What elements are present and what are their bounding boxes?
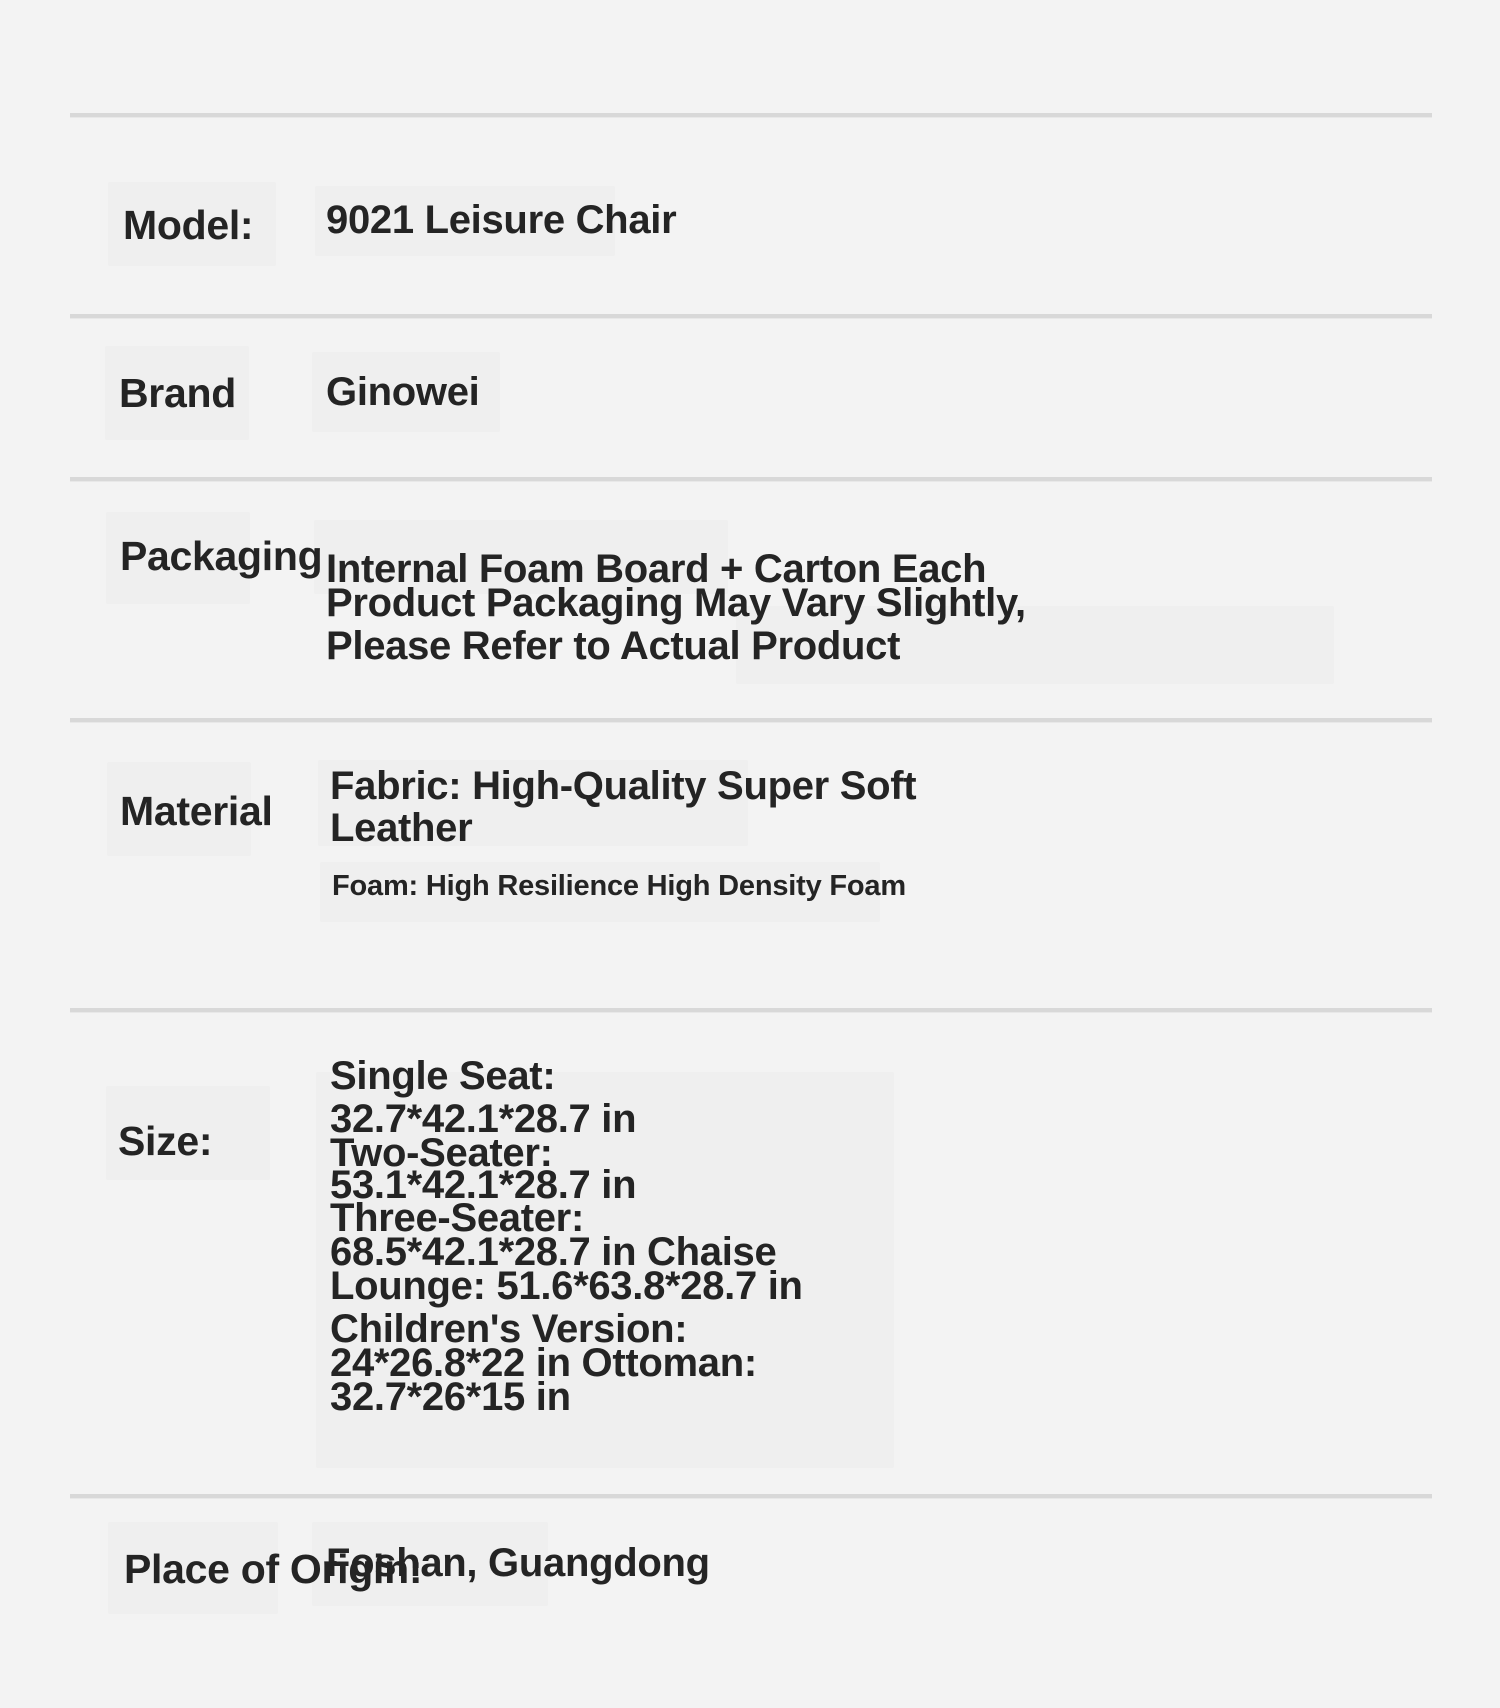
packaging-label: Packaging	[120, 533, 323, 579]
origin-label: Place of Origin:	[124, 1546, 423, 1592]
brand-value: Ginowei	[326, 370, 480, 414]
row-divider	[70, 1494, 1432, 1499]
size-line-5: Three-Seater:	[330, 1196, 584, 1240]
material-label: Material	[120, 788, 273, 834]
packaging-line-2: Product Packaging May Vary Slightly,	[326, 581, 1026, 625]
model-value: 9021 Leisure Chair	[326, 198, 677, 242]
row-divider	[70, 477, 1432, 482]
row-divider	[70, 314, 1432, 319]
size-line-2: 32.7*42.1*28.7 in	[330, 1097, 637, 1141]
size-label: Size:	[118, 1118, 213, 1164]
size-line-4: 53.1*42.1*28.7 in	[330, 1163, 637, 1207]
size-line-7: Lounge: 51.6*63.8*28.7 in	[330, 1264, 803, 1308]
row-divider	[70, 113, 1432, 118]
size-line-1: Single Seat:	[330, 1054, 556, 1098]
row-divider	[70, 1008, 1432, 1013]
material-fabric-line-1: Fabric: High-Quality Super Soft	[330, 764, 917, 808]
model-label: Model:	[123, 202, 254, 248]
material-fabric-line-2: Leather	[330, 806, 473, 850]
row-divider	[70, 718, 1432, 723]
packaging-line-3: Please Refer to Actual Product	[326, 624, 901, 668]
brand-label: Brand	[119, 370, 236, 416]
size-line-9: 24*26.8*22 in Ottoman:	[330, 1341, 757, 1385]
size-line-6: 68.5*42.1*28.7 in Chaise	[330, 1230, 777, 1274]
size-line-8: Children's Version:	[330, 1307, 688, 1351]
origin-value: Foshan, Guangdong	[326, 1541, 710, 1585]
size-line-10: 32.7*26*15 in	[330, 1375, 571, 1419]
packaging-line-1: Internal Foam Board + Carton Each	[326, 547, 987, 591]
size-line-3: Two-Seater:	[330, 1131, 553, 1175]
material-foam: Foam: High Resilience High Density Foam	[332, 870, 906, 902]
